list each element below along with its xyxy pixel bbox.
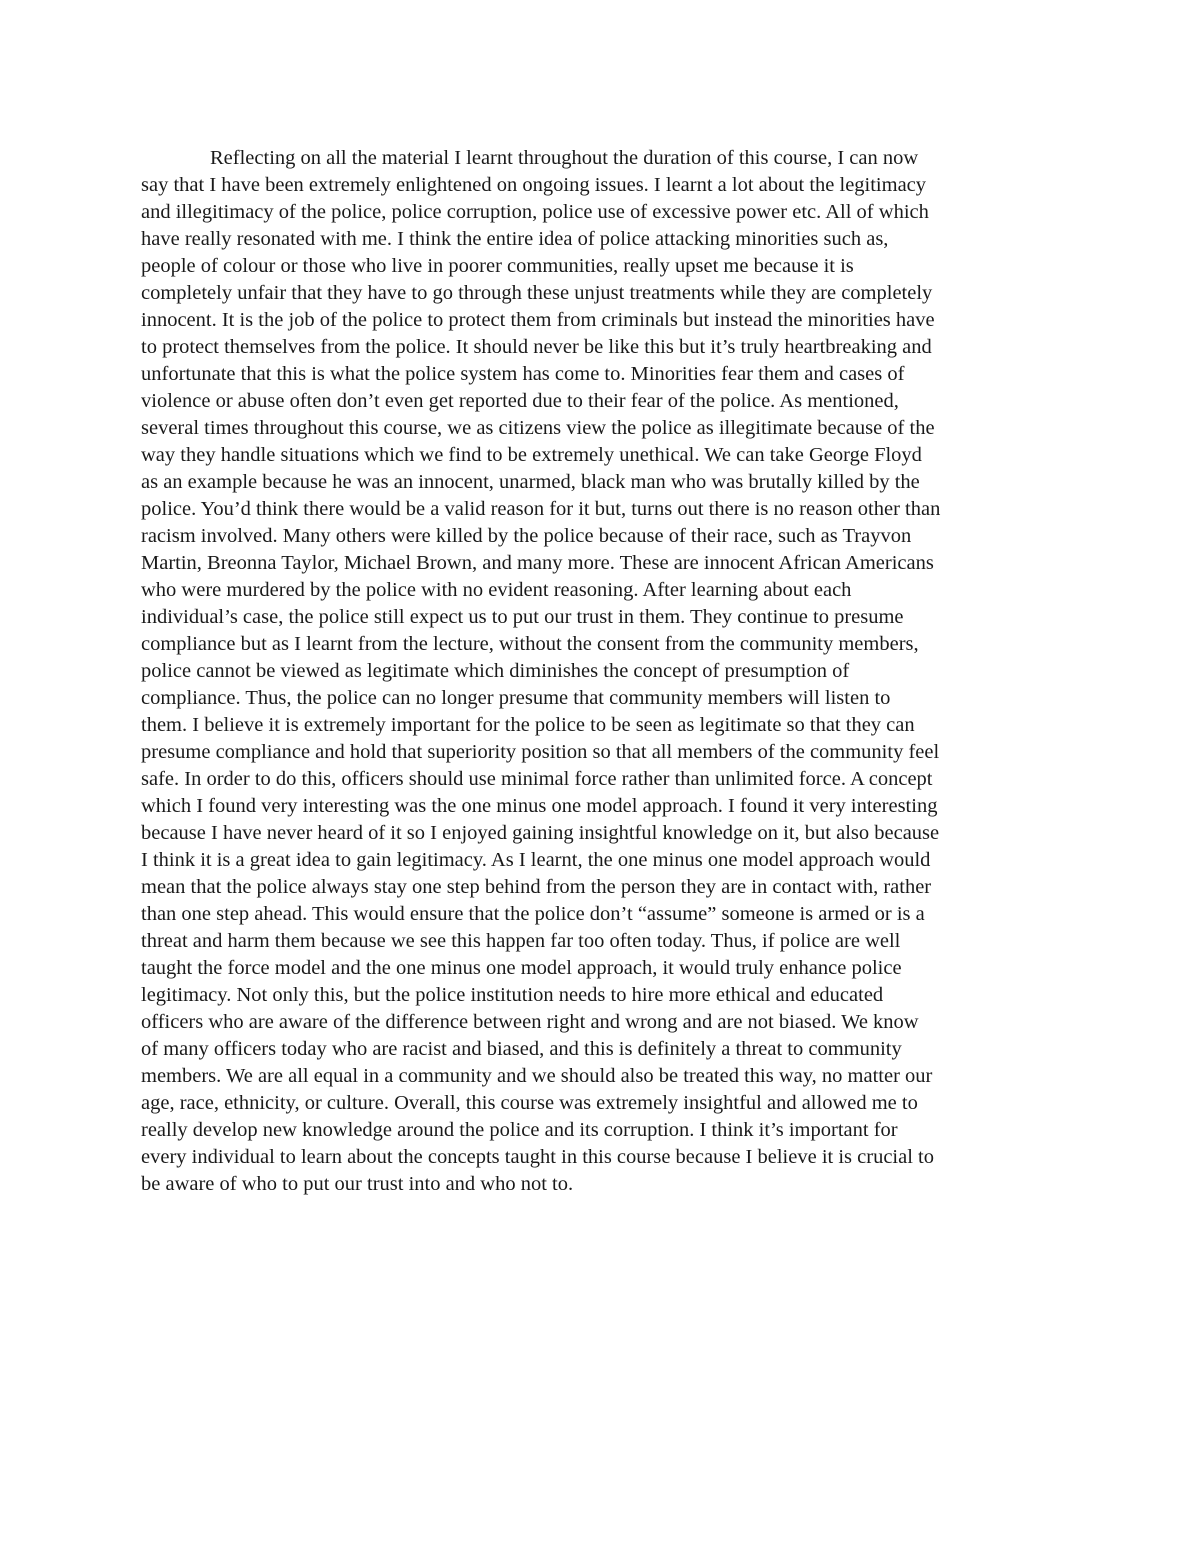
paragraph-line: Martin, Breonna Taylor, Michael Brown, and many more. These are innocent African Americans: [141, 552, 934, 574]
paragraph-line: safe. In order to do this, officers should use minimal force rather than unlimited force. A concept: [141, 768, 933, 790]
paragraph-line: police cannot be viewed as legitimate which diminishes the concept of presumption of: [141, 660, 850, 682]
paragraph-line: compliance but as I learnt from the lecture, without the consent from the community members,: [141, 633, 919, 655]
paragraph-line: to protect themselves from the police. It should never be like this but it’s truly heartbreaking and: [141, 336, 932, 358]
paragraph-line: legitimacy. Not only this, but the police institution needs to hire more ethical and educated: [141, 984, 884, 1006]
paragraph-line: because I have never heard of it so I enjoyed gaining insightful knowledge on it, but also because: [141, 822, 940, 844]
paragraph-line: say that I have been extremely enlightened on ongoing issues. I learnt a lot about the legitimacy: [141, 174, 927, 196]
paragraph-line: them. I believe it is extremely important for the police to be seen as legitimate so that they can: [141, 714, 915, 736]
paragraph-line: violence or abuse often don’t even get reported due to their fear of the police. As mentioned,: [141, 390, 899, 412]
paragraph-line: age, race, ethnicity, or culture. Overall, this course was extremely insightful and allowed me to: [141, 1092, 918, 1114]
paragraph-line: of many officers today who are racist and biased, and this is definitely a threat to community: [141, 1038, 902, 1060]
paragraph-line: Reflecting on all the material I learnt throughout the duration of this course, I can now: [210, 147, 919, 169]
paragraph-line: people of colour or those who live in poorer communities, really upset me because it is: [141, 255, 854, 277]
paragraph-line: racism involved. Many others were killed by the police because of their race, such as Trayvon: [141, 525, 912, 547]
paragraph-line: who were murdered by the police with no evident reasoning. After learning about each: [141, 579, 852, 601]
paragraph-line: several times throughout this course, we as citizens view the police as illegitimate because of the: [141, 417, 935, 439]
paragraph-line: completely unfair that they have to go through these unjust treatments while they are completely: [141, 282, 933, 304]
paragraph-line: than one step ahead. This would ensure that the police don’t “assume” someone is armed or is a: [141, 903, 925, 925]
paragraph-line: compliance. Thus, the police can no longer presume that community members will listen to: [141, 687, 891, 709]
paragraph-line: individual’s case, the police still expect us to put our trust in them. They continue to presume: [141, 606, 904, 628]
paragraph-line: be aware of who to put our trust into and who not to.: [141, 1173, 574, 1195]
paragraph-line: threat and harm them because we see this happen far too often today. Thus, if police are well: [141, 930, 901, 952]
paragraph-line: officers who are aware of the difference between right and wrong and are not biased. We know: [141, 1011, 919, 1033]
paragraph-line: which I found very interesting was the one minus one model approach. I found it very interesting: [141, 795, 938, 817]
paragraph-line: taught the force model and the one minus one model approach, it would truly enhance police: [141, 957, 902, 979]
paragraph-line: have really resonated with me. I think the entire idea of police attacking minorities such as,: [141, 228, 889, 250]
paragraph-line: way they handle situations which we find to be extremely unethical. We can take George Floyd: [141, 444, 922, 466]
reflection-paragraph: [141, 145, 1071, 1198]
paragraph-line: really develop new knowledge around the police and its corruption. I think it’s important for: [141, 1119, 898, 1141]
paragraph-line: police. You’d think there would be a valid reason for it but, turns out there is no reason other than: [141, 498, 941, 520]
paragraph-line: every individual to learn about the concepts taught in this course because I believe it is crucial to: [141, 1146, 934, 1168]
paragraph-line: unfortunate that this is what the police system has come to. Minorities fear them and cases of: [141, 363, 905, 385]
paragraph-line: mean that the police always stay one step behind from the person they are in contact with, rather: [141, 876, 932, 898]
paragraph-line: presume compliance and hold that superiority position so that all members of the community feel: [141, 741, 940, 763]
paragraph-line: and illegitimacy of the police, police corruption, police use of excessive power etc. All of which: [141, 201, 929, 223]
paragraph-line: members. We are all equal in a community and we should also be treated this way, no matter our: [141, 1065, 933, 1087]
paragraph-line: I think it is a great idea to gain legitimacy. As I learnt, the one minus one model approach would: [141, 849, 931, 871]
paragraph-line: as an example because he was an innocent, unarmed, black man who was brutally killed by the: [141, 471, 920, 493]
paragraph-line: innocent. It is the job of the police to protect them from criminals but instead the minorities have: [141, 309, 935, 331]
